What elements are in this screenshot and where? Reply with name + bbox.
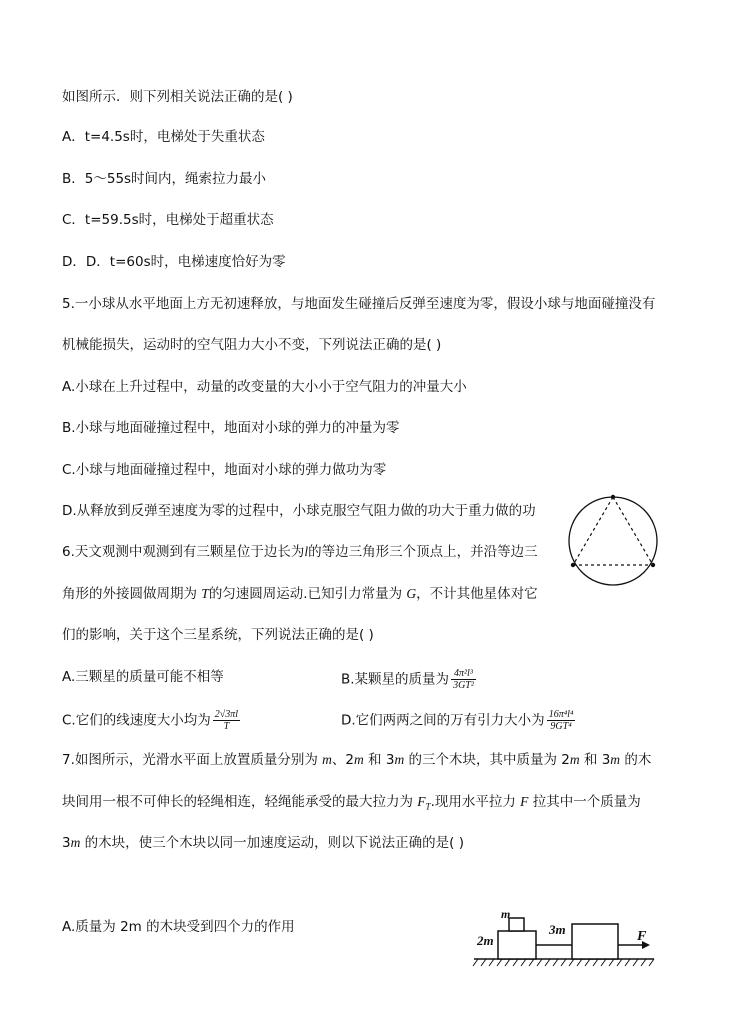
ground-hatching [473, 959, 654, 966]
q6-option-d-formula: $\frac{\text{16π⁴l⁴}}{\text{9GT⁴}}$ [548, 709, 574, 732]
q7-stem-line2: 块间用一根不可伸长的轻绳相连，轻绳能承受的最大拉力为 $F_T$.现用水平拉力 F 拉其中一个质量为 [62, 794, 641, 812]
star-left [571, 563, 575, 567]
q5-option-b: B.小球与地面碰撞过程中，地面对小球的弹力的冲量为零 [62, 420, 400, 436]
block-3m [572, 924, 618, 959]
label-2m: 2m [477, 933, 494, 948]
q4-option-c: C．t=59.5s时，电梯处于超重状态 [62, 212, 274, 228]
q7-option-a: A.质量为 2m 的木块受到四个力的作用 [62, 919, 295, 935]
triangle-side-left [573, 497, 613, 565]
label-3m: 3m [549, 922, 566, 937]
period-symbol: T [201, 586, 209, 601]
q5-stem-line1: 5.一小球从水平地面上方无初速释放，与地面发生碰撞后反弹至速度为零，假设小球与地面碰撞没有 [62, 296, 656, 312]
q5-option-d: D.从释放到反弹至速度为零的过程中，小球克服空气阻力做的功大于重力做的功 [62, 503, 536, 519]
q6-option-c-formula: $\frac{2√3\pi l}{T}$ [214, 709, 238, 732]
gravity-symbol: G [406, 586, 417, 601]
q5-option-a: A.小球在上升过程中，动量的改变量的大小小于空气阻力的冲量大小 [62, 379, 467, 395]
q4-option-d: D．D．t=60s时，电梯速度恰好为零 [62, 254, 286, 270]
q6-stem-line1: 6.天文观测中观测到有三颗星位于边长为l的等边三角形三个顶点上，并沿等边三 [62, 544, 538, 560]
side-length-symbol: l [304, 544, 309, 559]
q6-stem-line3: 们的影响，关于这个三星系统，下列说法正确的是( ) [62, 627, 374, 643]
force-symbol: F [520, 794, 529, 809]
q7-stem-line1: 7.如图所示，光滑水平面上放置质量分别为 m、2m 和 3m 的三个木块，其中质量为 2m 和 3m 的木 [62, 752, 652, 768]
q4-option-b: B．5～55s时间内，绳索拉力最小 [62, 171, 267, 187]
label-m: m [501, 907, 511, 921]
q5-stem-line2: 机械能损失，运动时的空气阻力大小不变，下列说法正确的是( ) [62, 337, 442, 353]
triangle-side-right [613, 497, 653, 565]
three-star-diagram [566, 494, 662, 590]
star-right [651, 563, 655, 567]
tension-symbol: F [417, 794, 426, 809]
label-F: F [637, 929, 647, 944]
q6-option-b-formula: $\frac{\text{4π²l³}}{\text{3GT²}}$ [453, 668, 474, 691]
circumscribed-circle [569, 497, 657, 585]
q4-intro: 如图所示．则下列相关说法正确的是( ) [62, 89, 293, 105]
block-2m [498, 931, 536, 959]
star-top [611, 495, 615, 499]
q6-option-c: C.它们的线速度大小均为 $\frac{2√3\pi l}{T}$ [62, 709, 238, 732]
q6-option-a: A.三颗星的质量可能不相等 [62, 669, 224, 685]
q6-option-d: D.它们两两之间的万有引力大小为 $\frac{\text{16π⁴l⁴}}{\text{9GT⁴}}$ [341, 709, 574, 732]
q6-option-b: B.某颗星的质量为 $\frac{\text{4π²l³}}{\text{3GT²}}$ [341, 668, 474, 691]
block-m [509, 918, 524, 931]
blocks-diagram [472, 905, 662, 969]
q6-stem-line2: 角形的外接圆做周期为 T的匀速圆周运动.已知引力常量为 G，不计其他星体对它 [62, 586, 538, 602]
q4-option-a: A．t=4.5s时，电梯处于失重状态 [62, 129, 265, 145]
q5-option-c: C.小球与地面碰撞过程中，地面对小球的弹力做功为零 [62, 462, 387, 478]
q7-stem-line3: 3m 的木块，使三个木块以同一加速度运动，则以下说法正确的是( ) [62, 835, 464, 851]
